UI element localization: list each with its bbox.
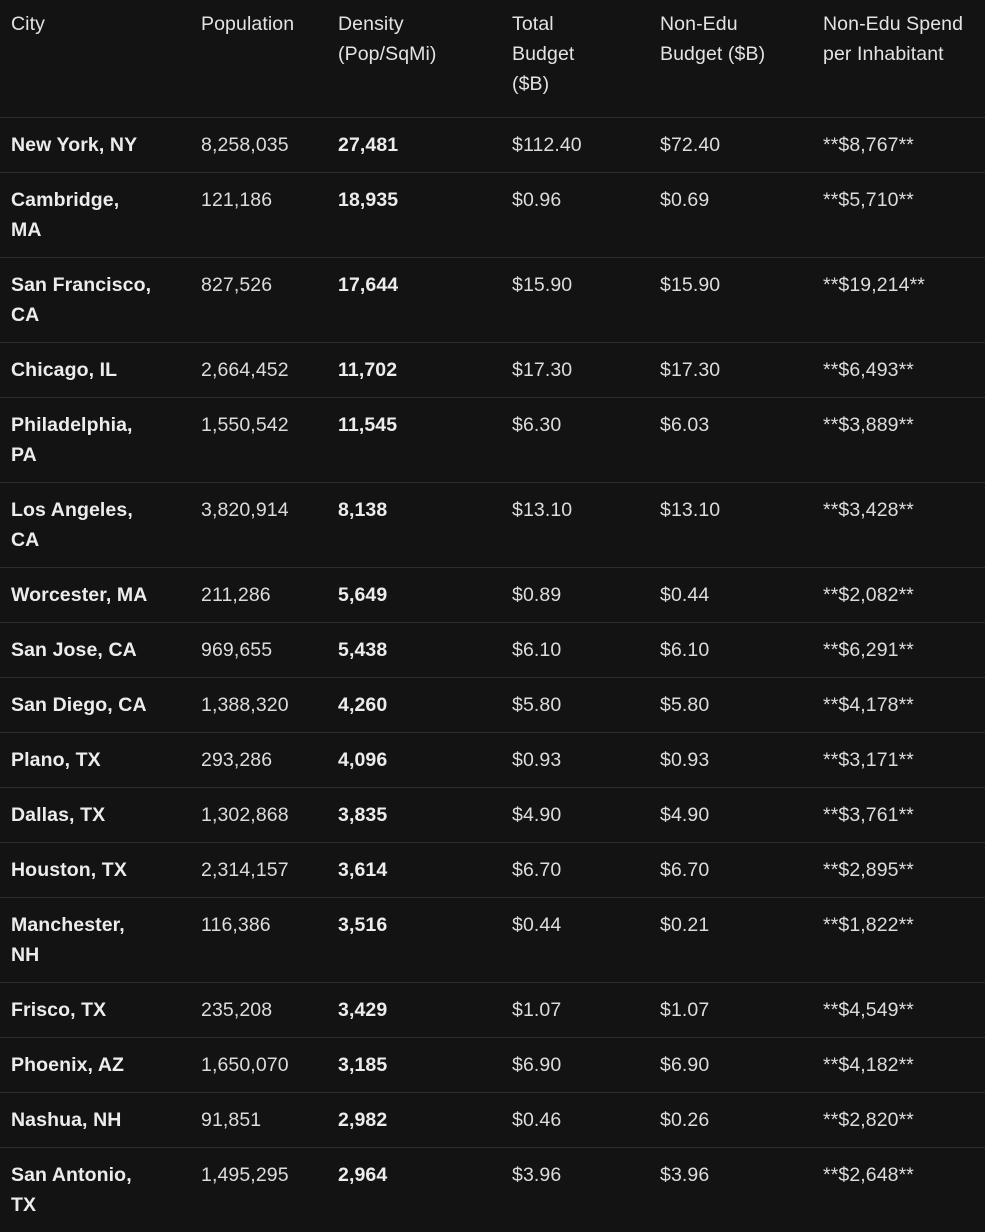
cell-non-edu-budget: $0.93 [649,733,812,788]
header-non-edu-budget: Non-Edu Budget ($B) [649,0,812,118]
cell-spend-per-inhabitant: **$4,178** [812,678,985,733]
table-body [0,118,985,1232]
cell-density: 3,429 [327,983,501,1038]
table-row [0,398,985,483]
cell-total-budget: $17.30 [501,343,649,398]
cell-total-budget: $1.07 [501,983,649,1038]
cell-total-budget: $112.40 [501,118,649,173]
cell-non-edu-budget: $13.10 [649,483,812,568]
cell-density: 18,935 [327,173,501,258]
cell-population: 2,664,452 [190,343,327,398]
cell-population: 3,820,914 [190,483,327,568]
cell-population: 1,495,295 [190,1148,327,1232]
cell-density: 3,516 [327,898,501,983]
cell-total-budget: $6.90 [501,1038,649,1093]
cell-density: 4,260 [327,678,501,733]
cell-city: San Antonio, TX [0,1148,190,1232]
cell-population: 1,650,070 [190,1038,327,1093]
cell-spend-per-inhabitant: **$2,082** [812,568,985,623]
cell-non-edu-budget: $0.26 [649,1093,812,1148]
cell-non-edu-budget: $6.10 [649,623,812,678]
cell-spend-per-inhabitant: **$6,493** [812,343,985,398]
cell-non-edu-budget: $6.03 [649,398,812,483]
cell-non-edu-budget: $0.21 [649,898,812,983]
cell-spend-per-inhabitant: **$2,895** [812,843,985,898]
cell-city: Chicago, IL [0,343,190,398]
cell-total-budget: $0.96 [501,173,649,258]
cell-non-edu-budget: $17.30 [649,343,812,398]
cell-city: San Francisco, CA [0,258,190,343]
table-row [0,1093,985,1148]
cell-population: 1,302,868 [190,788,327,843]
cell-density: 27,481 [327,118,501,173]
table-row [0,788,985,843]
cell-population: 116,386 [190,898,327,983]
cell-population: 827,526 [190,258,327,343]
cell-population: 235,208 [190,983,327,1038]
header-city: City [0,0,190,118]
cell-spend-per-inhabitant: **$5,710** [812,173,985,258]
cell-density: 11,545 [327,398,501,483]
cell-total-budget: $13.10 [501,483,649,568]
table-row [0,733,985,788]
cell-density: 4,096 [327,733,501,788]
cell-non-edu-budget: $15.90 [649,258,812,343]
cell-total-budget: $0.93 [501,733,649,788]
cell-spend-per-inhabitant: **$3,428** [812,483,985,568]
cell-density: 5,438 [327,623,501,678]
cell-spend-per-inhabitant: **$2,648** [812,1148,985,1232]
cell-city: San Diego, CA [0,678,190,733]
cell-non-edu-budget: $6.70 [649,843,812,898]
cell-density: 3,835 [327,788,501,843]
cell-non-edu-budget: $6.90 [649,1038,812,1093]
cell-spend-per-inhabitant: **$3,761** [812,788,985,843]
cell-spend-per-inhabitant: **$4,182** [812,1038,985,1093]
cell-population: 8,258,035 [190,118,327,173]
cell-spend-per-inhabitant: **$3,889** [812,398,985,483]
cell-population: 91,851 [190,1093,327,1148]
table-row [0,843,985,898]
header-spend-per-inhabitant: Non-Edu Spend per Inhabitant [812,0,985,118]
table-row [0,1148,985,1232]
cell-total-budget: $6.10 [501,623,649,678]
cell-city: Los Angeles, CA [0,483,190,568]
cell-non-edu-budget: $5.80 [649,678,812,733]
table-row [0,678,985,733]
cell-population: 969,655 [190,623,327,678]
cell-city: New York, NY [0,118,190,173]
table-header [0,0,985,118]
cell-density: 2,964 [327,1148,501,1232]
cell-total-budget: $4.90 [501,788,649,843]
cell-total-budget: $3.96 [501,1148,649,1232]
cell-city: Houston, TX [0,843,190,898]
cell-spend-per-inhabitant: **$19,214** [812,258,985,343]
cell-spend-per-inhabitant: **$3,171** [812,733,985,788]
cell-spend-per-inhabitant: **$8,767** [812,118,985,173]
cell-non-edu-budget: $0.69 [649,173,812,258]
table-row [0,898,985,983]
header-total-budget: Total Budget ($B) [501,0,649,118]
cell-population: 121,186 [190,173,327,258]
table-row [0,568,985,623]
cell-spend-per-inhabitant: **$6,291** [812,623,985,678]
cell-total-budget: $6.30 [501,398,649,483]
table-row [0,118,985,173]
cell-population: 1,550,542 [190,398,327,483]
header-density: Density (Pop/SqMi) [327,0,501,118]
cell-city: Nashua, NH [0,1093,190,1148]
cell-spend-per-inhabitant: **$2,820** [812,1093,985,1148]
cell-total-budget: $6.70 [501,843,649,898]
cell-density: 2,982 [327,1093,501,1148]
cell-non-edu-budget: $3.96 [649,1148,812,1232]
cell-population: 2,314,157 [190,843,327,898]
cell-non-edu-budget: $4.90 [649,788,812,843]
table-row [0,983,985,1038]
cell-total-budget: $0.46 [501,1093,649,1148]
cell-spend-per-inhabitant: **$1,822** [812,898,985,983]
cell-non-edu-budget: $72.40 [649,118,812,173]
cell-city: Plano, TX [0,733,190,788]
cell-density: 17,644 [327,258,501,343]
header-population: Population [190,0,327,118]
cell-city: Cambridge, MA [0,173,190,258]
cell-non-edu-budget: $1.07 [649,983,812,1038]
table-row [0,623,985,678]
table-row [0,258,985,343]
cell-city: San Jose, CA [0,623,190,678]
cell-density: 3,614 [327,843,501,898]
cell-population: 1,388,320 [190,678,327,733]
cell-total-budget: $5.80 [501,678,649,733]
table-row [0,343,985,398]
header-row [0,0,985,118]
cell-city: Worcester, MA [0,568,190,623]
cell-non-edu-budget: $0.44 [649,568,812,623]
cell-total-budget: $0.44 [501,898,649,983]
cell-total-budget: $15.90 [501,258,649,343]
cell-city: Philadelphia, PA [0,398,190,483]
cell-total-budget: $0.89 [501,568,649,623]
table-row [0,1038,985,1093]
cell-density: 5,649 [327,568,501,623]
cell-city: Frisco, TX [0,983,190,1038]
cell-density: 8,138 [327,483,501,568]
cell-city: Manchester, NH [0,898,190,983]
table-row [0,173,985,258]
cell-spend-per-inhabitant: **$4,549** [812,983,985,1038]
cell-city: Dallas, TX [0,788,190,843]
cell-population: 293,286 [190,733,327,788]
cell-density: 11,702 [327,343,501,398]
cell-density: 3,185 [327,1038,501,1093]
table-row [0,483,985,568]
cell-city: Phoenix, AZ [0,1038,190,1093]
cell-population: 211,286 [190,568,327,623]
